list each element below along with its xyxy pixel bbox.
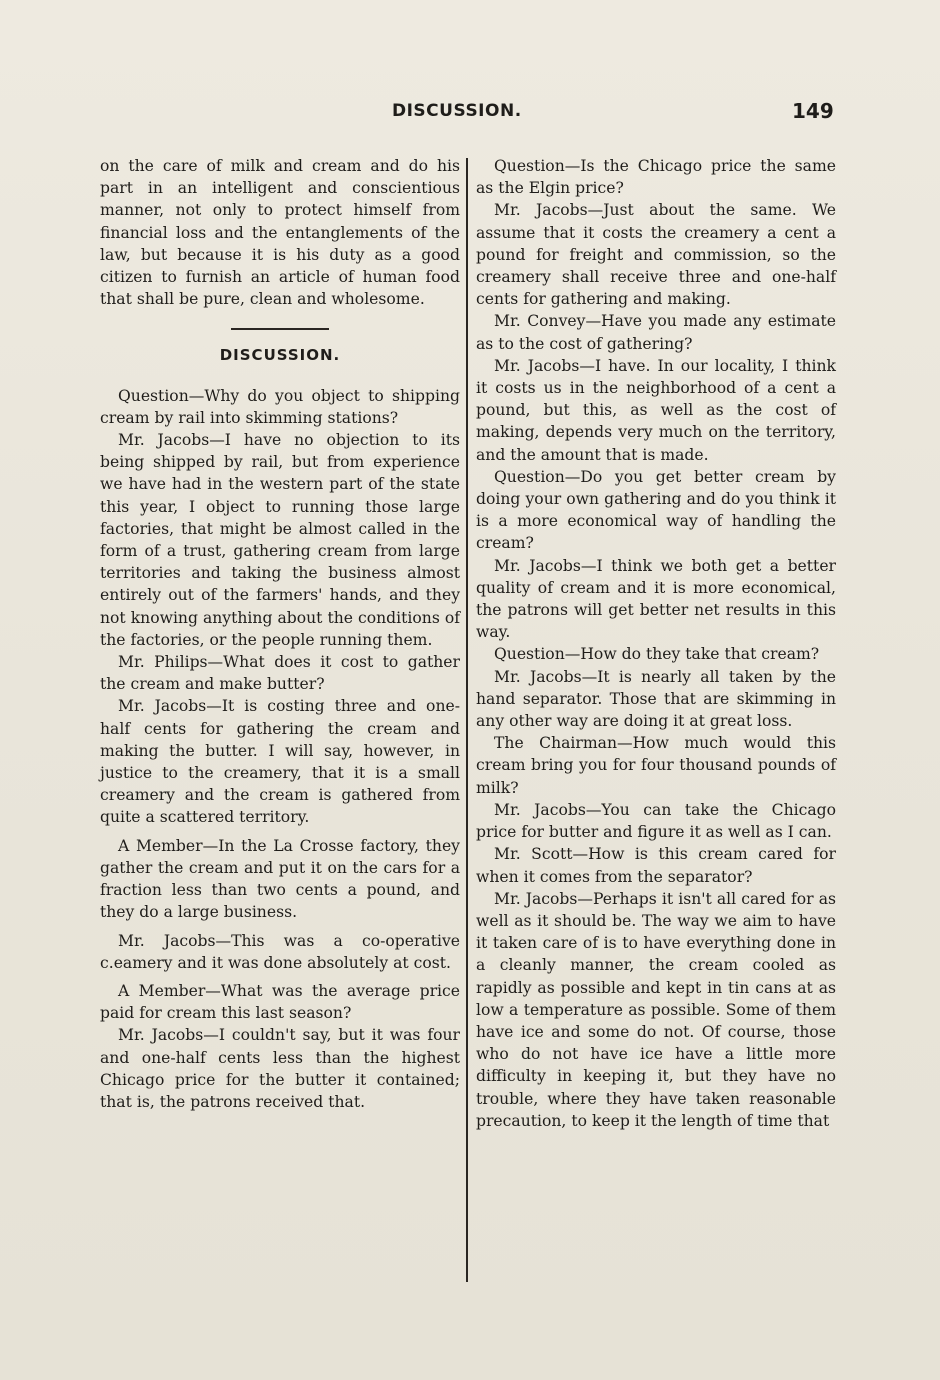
left-column [100,155,460,1113]
paragraph: Question—How do they take that cream? [494,645,820,664]
paragraph: A Member—What was the average price paid for cream this last season? [100,981,460,1023]
paragraph: Question—Why do you object to shipping cream by rail into skimming stations? [100,386,460,427]
section-divider [231,328,329,330]
paragraph: Mr. Convey—Have you made any estimate as to the cost of gathering? [476,312,836,353]
running-head [0,101,940,131]
paragraph: Mr. Jacobs—You can take the Chicago price for butter and figure it as well as I can. [476,800,836,842]
paragraph: Mr. Jacobs—I have no objection to its being shipped by rail, but from experience we have had in the western part of the state this year, I object to running those large factories, that might be almost called in the form of a trust, gathering cream from large territories and taking the business almost entirely out of the farmers' hands, and they not knowing anything about the conditions of the factories, or the people running them. [100,431,460,649]
paragraph: Mr. Philips—What does it cost to gather the cream and make butter? [100,653,460,694]
running-title: DISCUSSION. [392,101,522,121]
paragraph: Mr. Jacobs—It is nearly all taken by the hand separator. Those that are skimming in any other way are doing it at great loss. [476,667,836,731]
opening-paragraph: on the care of milk and cream and do his part in an intelligent and conscientious manner, not only to protect himself from financial loss and the entanglements of the law, but because it is his duty as a good citizen to furnish an article of human food that shall be pure, clean and wholesome. [100,157,460,309]
paragraph: The Chairman—How much would this cream bring you for four thousand pounds of milk? [476,734,836,797]
paragraph: Question—Do you get better cream by doing your own gathering and do you think it is a more economical way of handling the cream? [476,467,836,553]
paragraph: Question—Is the Chicago price the same as the Elgin price? [476,157,836,198]
paragraph: Mr. Scott—How is this cream cared for when it comes from the separator? [476,845,836,886]
section-heading: DISCUSSION. [219,346,341,365]
paragraph: Mr. Jacobs—I have. In our locality, I think it costs us in the neighborhood of a cent a pound, but this, as well as the cost of making, depends very much on the territory, and the amount that is made. [476,356,836,464]
paragraph: Mr. Jacobs—I couldn't say, but it was four and one-half cents less than the highest Chicago price for the butter it contained; that is, the patrons received that. [100,1026,460,1111]
paragraph: Mr. Jacobs—This was a co-operative c.eamery and it was done absolutely at cost. [100,931,460,972]
column-divider [466,158,468,1282]
paragraph: Mr. Jacobs—It is costing three and one-half cents for gathering the cream and making the butter. I will say, however, in justice to the creamery, that it is a small creamery and the cream is gathered from quite a scattered territory. [100,697,460,827]
paragraph: Mr. Jacobs—Just about the same. We assume that it costs the creamery a cent a pound for freight and commission, so the creamery shall receive three and one-half cents for gathering and making. [476,201,836,309]
paragraph: Mr. Jacobs—I think we both get a better quality of cream and it is more economical, the patrons will get better net results in this way. [476,556,836,642]
paragraph: A Member—In the La Crosse factory, they gather the cream and put it on the cars for a fraction less than two cents a pound, and they do a large business. [100,836,460,922]
paragraph: Mr. Jacobs—Perhaps it isn't all cared for as well as it should be. The way we aim to have it taken care of is to have everything done in a cleanly manner, the cream cooled as rapidly as possible and kept in tin cans at as low a temperature as possible. Some of them have ice and some do not. Of course, those who do not have ice have a little more difficulty in keeping it, but they have no trouble, where they have taken reasonable precaution, to keep it the length of time that [476,889,836,1130]
right-column [476,155,836,1132]
page-number: 149 [792,99,834,123]
